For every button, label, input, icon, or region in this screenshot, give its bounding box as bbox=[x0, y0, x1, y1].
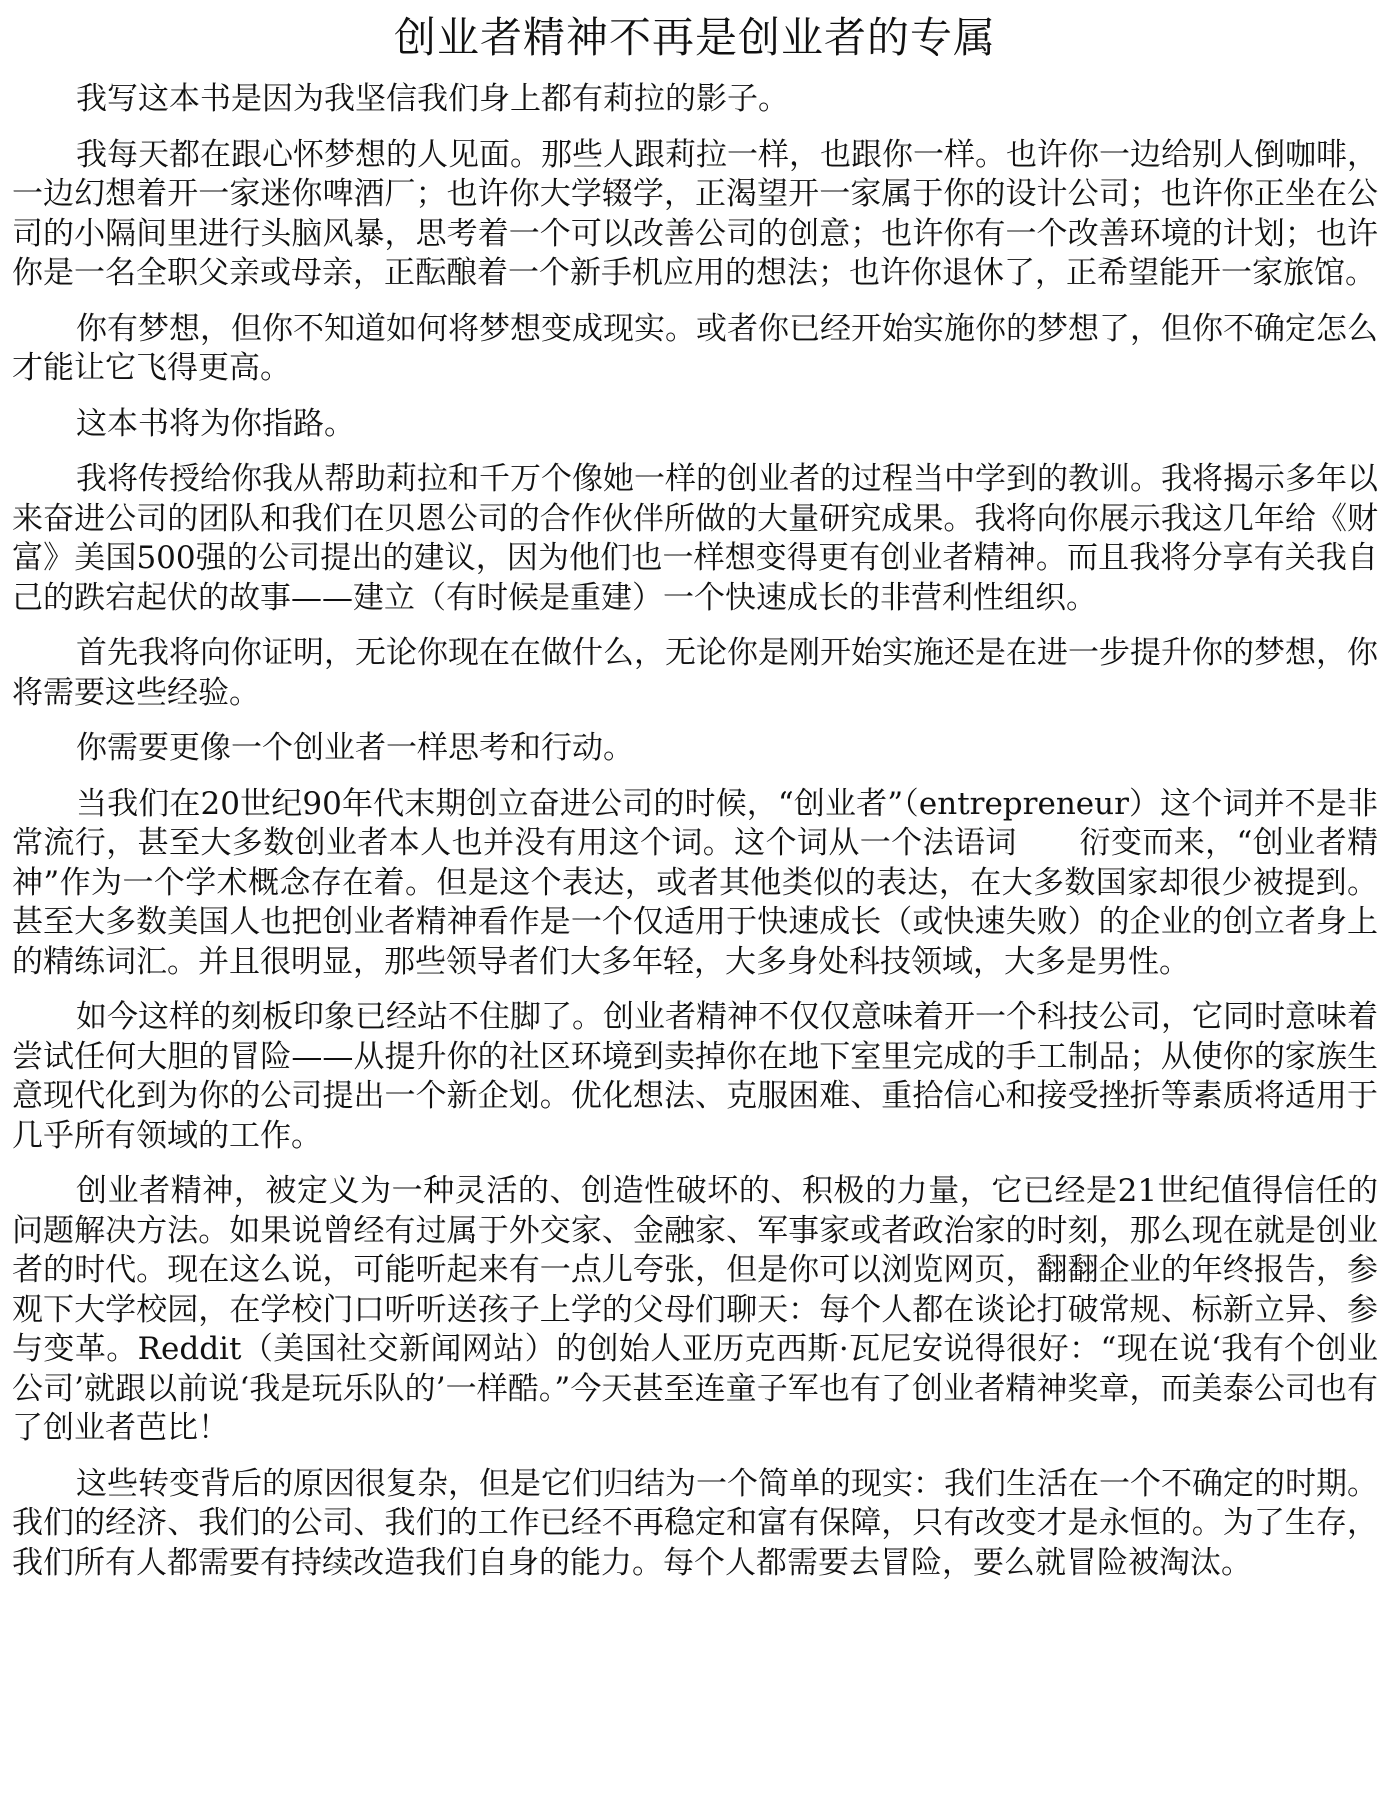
paragraph-7: 你需要更像一个创业者一样思考和行动。 bbox=[76, 730, 634, 766]
paragraph-4: 这本书将为你指路。 bbox=[76, 405, 355, 442]
paragraph-5: 我将传授给你我从帮助莉拉和千万个像她一样的创业者的过程当中学到的教训。我将揭示多年以来奋进公司的团队和我们在贝恩公司的合作伙伴所做的大量研究成果。我将向你展示我这几年给《财富》美国500强的公司提出的建议，因为他们也一样想变得更有创业者精神。而且我将分享有关我自己的跌宕起伏的故事——建立（有时候是重建）一个快速成长的非营利性组织。 bbox=[12, 461, 1378, 616]
paragraph-6: 首先我将向你证明，无论你现在在做什么，无论你是刚开始实施还是在进一步提升你的梦想，你将需要这些经验。 bbox=[12, 635, 1378, 711]
document-title: 创业者精神不再是创业者的专属 bbox=[393, 13, 996, 62]
document-page bbox=[12, 10, 1378, 1599]
paragraph-3: 你有梦想，但你不知道如何将梦想变成现实。或者你已经开始实施你的梦想了，但你不确定怎么才能让它飞得更高。 bbox=[12, 310, 1378, 386]
paragraph-2: 我每天都在跟心怀梦想的人见面。那些人跟莉拉一样，也跟你一样。也许你一边给别人倒咖啡，一边幻想着开一家迷你啤酒厂；也许你大学辍学，正渴望开一家属于你的设计公司；也许你正坐在公司的小隔间里进行头脑风暴，思考着一个可以改善公司的创意；也许你有一个改善环境的计划；也许你是一名全职父亲或母亲，正酝酿着一个新手机应用的想法；也许你退休了，正希望能开一家旅馆。 bbox=[12, 136, 1378, 291]
paragraph-11: 这些转变背后的原因很复杂，但是它们归结为一个简单的现实：我们生活在一个不确定的时期。我们的经济、我们的公司、我们的工作已经不再稳定和富有保障，只有改变才是永恒的。为了生存，我们所有人都需要有持续改造我们自身的能力。每个人都需要去冒险，要么就冒险被淘汰。 bbox=[12, 1465, 1378, 1581]
paragraph-1: 我写这本书是因为我坚信我们身上都有莉拉的影子。 bbox=[76, 81, 789, 117]
paragraph-10: 创业者精神，被定义为一种灵活的、创造性破坏的、积极的力量，它已经是21世纪值得信任的问题解决方法。如果说曾经有过属于外交家、金融家、军事家或者政治家的时刻，那么现在就是创业者的时代。现在这么说，可能听起来有一点儿夸张，但是你可以浏览网页，翻翻企业的年终报告，参观下大学校园，在学校门口听听送孩子上学的父母们聊天：每个人都在谈论打破常规、标新立异、参与变革。Reddit（美国社交新闻网站）的创始人亚历克西斯·瓦尼安说得很好：“现在说‘我有个创业公司’就跟以前说‘我是玩乐队的’一样酷。”今天甚至连童子军也有了创业者精神奖章，而美泰公司也有了创业者芭比！ bbox=[12, 1173, 1378, 1446]
paragraph-8: 当我们在20世纪90年代末期创立奋进公司的时候，“创业者”（entrepreneur）这个词并不是非常流行，甚至大多数创业者本人也并没有用这个词。这个词从一个法语词 衍变而来，“创业者精神”作为一个学术概念存在着。但是这个表达，或者其他类似的表达，在大多数国家却很少被提到。甚至大多数美国人也把创业者精神看作是一个仅适用于快速成长（或快速失败）的企业的创立者身上的精练词汇。并且很明显，那些领导者们大多年轻，大多身处科技领域，大多是男性。 bbox=[12, 785, 1378, 980]
paragraph-9: 如今这样的刻板印象已经站不住脚了。创业者精神不仅仅意味着开一个科技公司，它同时意味着尝试任何大胆的冒险——从提升你的社区环境到卖掉你在地下室里完成的手工制品；从使你的家族生意现代化到为你的公司提出一个新企划。优化想法、克服困难、重拾信心和接受挫折等素质将适用于几乎所有领域的工作。 bbox=[12, 999, 1378, 1154]
